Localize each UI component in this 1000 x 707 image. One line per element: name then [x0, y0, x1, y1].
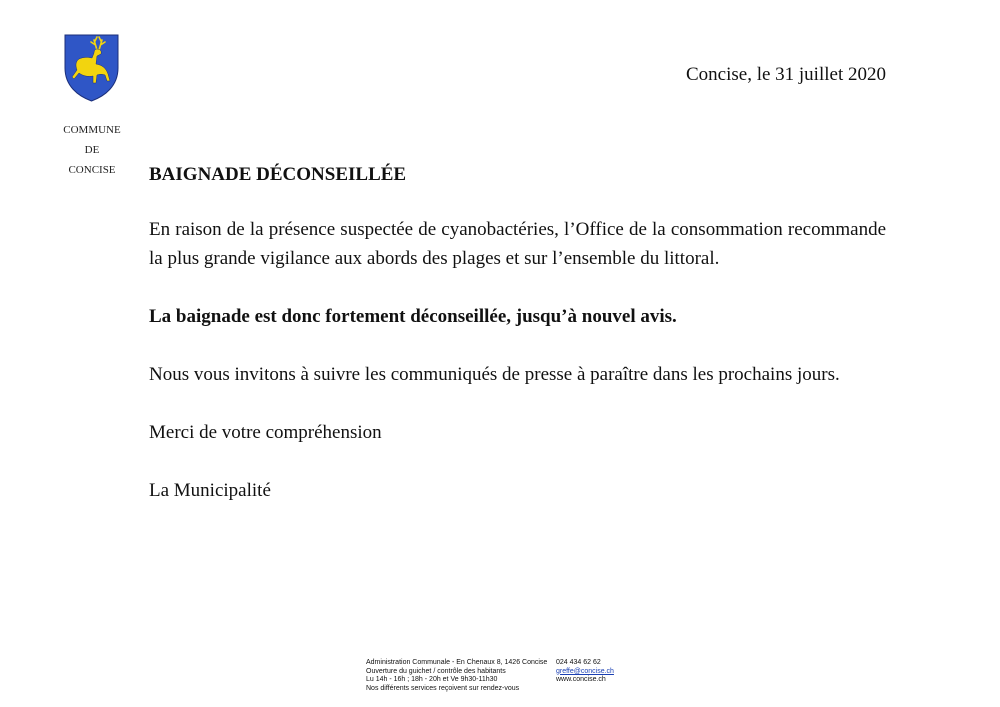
commune-line: COMMUNE — [63, 124, 121, 136]
footer-phone: 024 434 62 62 — [556, 659, 601, 666]
footer-row — [366, 668, 686, 677]
footer-appointment-note: Nos différents services reçoivent sur rendez-vous — [366, 684, 520, 692]
commune-line: CONCISE — [68, 164, 116, 176]
footer-email-link[interactable]: greffe@concise.ch — [556, 667, 614, 675]
signature: La Municipalité — [149, 480, 271, 501]
footer — [366, 659, 686, 693]
commune-line: DE — [84, 144, 100, 156]
paragraph-3: Nous vous invitons à suivre les communiqués de presse à paraître dans les prochains jours. — [149, 364, 840, 385]
letter-title: BAIGNADE DÉCONSEILLÉE — [149, 164, 407, 185]
paragraph-2: La baignade est donc fortement déconseillée, jusqu’à nouvel avis. — [149, 306, 677, 327]
footer-website[interactable]: www.concise.ch — [556, 676, 606, 683]
paragraph-1: En raison de la présence suspectée de cyanobactéries, l’Office de la consommation recommande la plus grande vigilance aux abords des plages et sur l’ensemble du littoral. — [149, 219, 886, 269]
stag-crest-icon — [64, 34, 119, 102]
footer-hours: Lu 14h - 16h ; 18h - 20h et Ve 9h30-11h30 — [366, 676, 498, 683]
commune-heading — [52, 120, 132, 180]
closing-line: Merci de votre compréhension — [149, 422, 382, 443]
footer-opening: Ouverture du guichet / contrôle des habitants — [366, 667, 506, 675]
footer-address: Administration Communale - En Chenaux 8, 1426 Concise — [366, 659, 548, 666]
footer-row — [366, 659, 686, 668]
letter-body — [149, 160, 886, 534]
date-line: Concise, le 31 juillet 2020 — [685, 64, 886, 85]
footer-row — [366, 676, 686, 685]
footer-row — [366, 685, 686, 694]
